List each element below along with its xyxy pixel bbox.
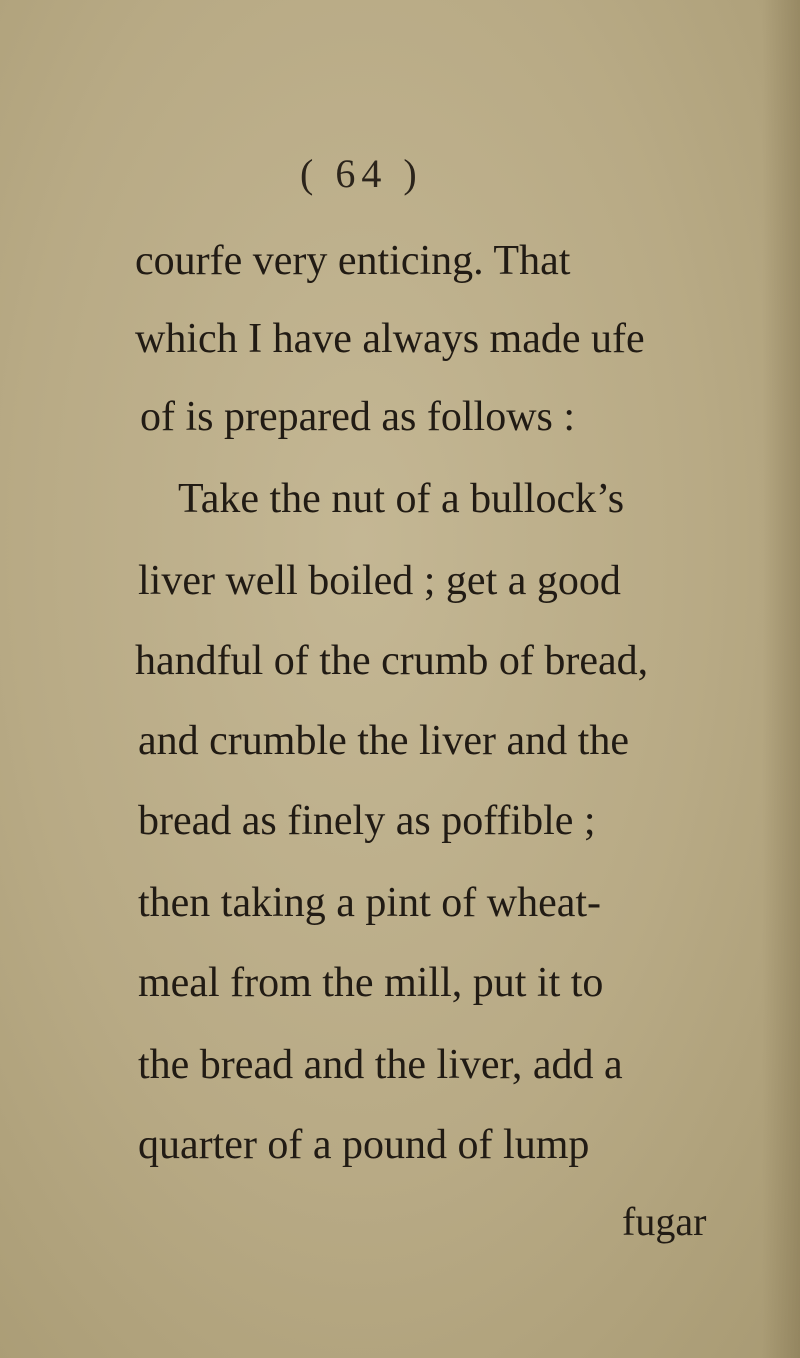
text-line: then taking a pint of wheat- [138, 880, 602, 926]
text-line: meal from the mill, put it to [138, 960, 604, 1006]
text-line: of is prepared as follows : [140, 394, 576, 440]
text-line: which I have always made ufe [135, 316, 645, 362]
text-line: and crumble the liver and the [138, 718, 629, 764]
catchword: fugar [622, 1199, 707, 1244]
text-line: the bread and the liver, add a [138, 1042, 623, 1088]
page-edge-shadow [762, 0, 800, 1358]
text-line: courfe very enticing. That [135, 238, 571, 284]
text-line: bread as finely as poffible ; [138, 798, 596, 844]
page-number: ( 64 ) [300, 151, 423, 196]
text-line: Take the nut of a bullock’s [178, 476, 625, 522]
text-line: quarter of a pound of lump [138, 1122, 590, 1168]
text-line: handful of the crumb of bread, [135, 638, 649, 684]
text-line: liver well boiled ; get a good [138, 558, 621, 604]
